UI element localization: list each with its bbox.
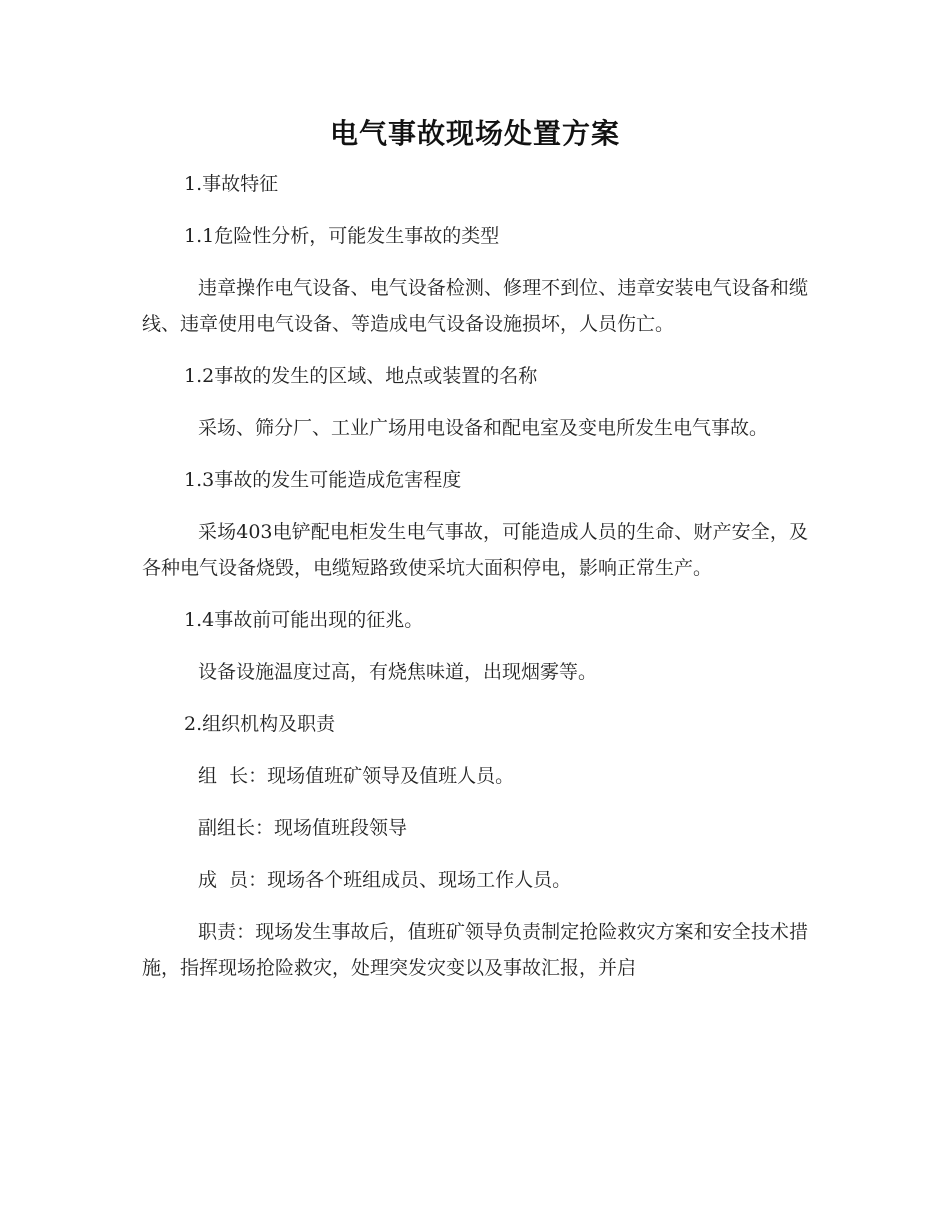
role-line-deputy: 副组长：现场值班段领导 (198, 817, 408, 839)
body-paragraph-duties: 职责：现场发生事故后，值班矿领导负责制定抢险救灾方案和安全技术措施，指挥现场抢险救灾，处理突发灾变以及事故汇报，并启 (142, 921, 808, 979)
body-paragraph: 违章操作电气设备、电气设备检测、修理不到位、违章安装电气设备和缆线、违章使用电气设备、等造成电气设备设施损坏，人员伤亡。 (142, 277, 808, 335)
section-heading-2: 2.组织机构及职责 (184, 713, 336, 735)
document-body (142, 166, 808, 1002)
section-heading-1-4: 1.4事故前可能出现的征兆。 (184, 609, 424, 631)
body-paragraph: 采场、筛分厂、工业广场用电设备和配电室及变电所发生电气事故。 (198, 417, 769, 439)
document-title: 电气事故现场处置方案 (329, 117, 620, 150)
section-heading-1-3: 1.3事故的发生可能造成危害程度 (184, 469, 462, 491)
section-heading-1-2: 1.2事故的发生的区域、地点或装置的名称 (184, 365, 538, 387)
role-line-members: 成 员：现场各个班组成员、现场工作人员。 (198, 869, 572, 891)
role-line-leader: 组 长：现场值班矿领导及值班人员。 (198, 765, 515, 787)
section-heading-1: 1.事故特征 (184, 173, 279, 195)
section-heading-1-1: 1.1危险性分析，可能发生事故的类型 (184, 225, 500, 247)
body-paragraph: 采场403电铲配电柜发生电气事故，可能造成人员的生命、财产安全，及各种电气设备烧毁，电缆短路致使采坑大面积停电，影响正常生产。 (142, 521, 808, 579)
body-paragraph: 设备设施温度过高，有烧焦味道，出现烟雾等。 (198, 661, 598, 683)
